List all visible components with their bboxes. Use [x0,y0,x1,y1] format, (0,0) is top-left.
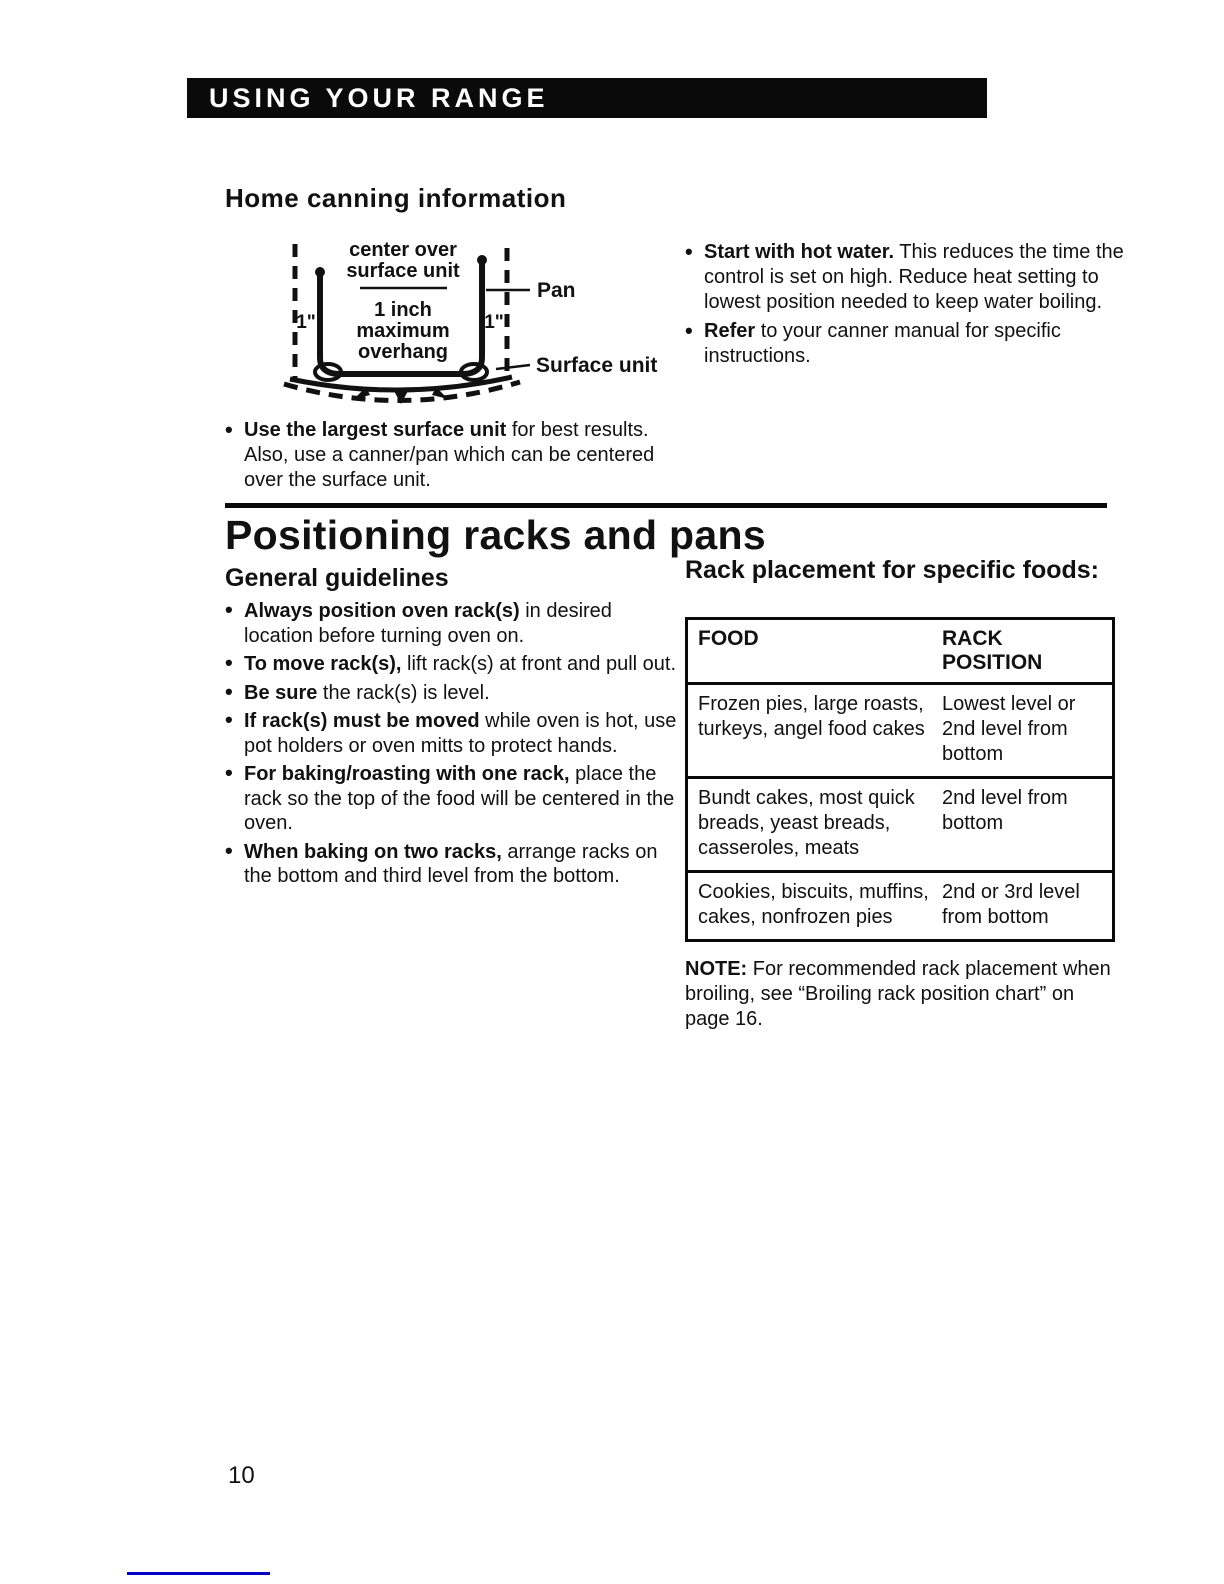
diagram-overhang-line2: maximum [356,320,450,342]
canning-right-tip-list [685,240,1125,373]
list-item [225,418,673,493]
table-row [688,685,1112,779]
tip-rest: to your canner manual for specific instructions. [704,320,1061,367]
guideline-rest: place the rack so the top of the food will be centered in the oven. [244,763,675,834]
diagram-right-inch-label: 1" [484,312,504,333]
position-cell: Lowest level or 2nd level from bottom [942,693,1076,765]
canning-diagram-svg [270,232,670,418]
list-item [225,709,680,758]
pan-left-handle-dot [315,267,325,277]
list-item [225,681,680,706]
guideline-rest: while oven is hot, use pot holders or oven mitts to protect hands. [244,710,677,757]
surface-unit-leader-line [496,365,530,369]
list-item [225,652,680,677]
tip-lead: Start with hot water. [704,241,895,263]
note-lead: NOTE: [685,958,748,980]
table-row [688,779,1112,873]
list-item [225,840,680,889]
canning-left-tip-list [225,418,673,497]
diagram-surface-unit-label: Surface unit [536,354,658,377]
tip-rest: This reduces the time the control is set on high. Reduce heat setting to lowest position needed to keep water boiling. [704,241,1124,313]
section-banner [187,78,987,118]
guideline-lead: Be sure [244,681,318,704]
diagram-pan-label: Pan [537,279,576,302]
banner-title: USING YOUR RANGE [209,82,549,113]
guideline-rest: arrange racks on the bottom and third level from the bottom. [244,840,658,887]
rack-position-table [685,617,1115,942]
diagram-center-label-line1: center over [349,239,457,261]
guideline-rest: the rack(s) is level. [317,681,490,704]
food-cell: Bundt cakes, most quick breads, yeast breads, casseroles, meats [698,787,915,859]
guideline-lead: To move rack(s), [244,653,402,675]
list-item [225,599,680,648]
diagram-overhang-line1: 1 inch [374,299,432,321]
note-rest: For recommended rack placement when broiling, see “Broiling rack position chart” on page 16. [685,958,1111,1030]
guideline-lead: For baking/roasting with one rack, [244,763,570,785]
list-item [685,319,1125,369]
position-cell: 2nd level from bottom [942,787,1068,834]
canning-diagram [270,232,670,418]
diagram-center-label-line2: surface unit [346,260,460,282]
pan-right-handle-dot [477,255,487,265]
food-cell: Cookies, biscuits, muffins, cakes, nonfrozen pies [698,881,929,928]
table-header-food: FOOD [698,627,759,650]
general-guidelines-heading: General guidelines [225,564,449,592]
table-header-row [688,620,1112,685]
guideline-rest: in desired location before turning oven on. [244,600,612,647]
table-header-rack-position: RACK POSITION [942,627,1043,674]
tip-lead: Refer [704,320,756,342]
list-item [225,762,680,836]
positioning-heading: Positioning racks and pans [225,512,766,558]
page-number: 10 [228,1462,255,1489]
list-item [685,240,1125,315]
guideline-rest: lift rack(s) at front and pull out. [401,653,677,675]
tip-rest: for best results. Also, use a canner/pan which can be centered over the surface unit. [244,419,655,491]
footer-link-line [127,1572,270,1575]
position-cell: 2nd or 3rd level from bottom [942,881,1080,928]
table-row [688,873,1112,939]
diagram-left-inch-label: 1" [296,312,316,333]
guideline-lead: When baking on two racks, [244,840,502,863]
general-guidelines-list [225,599,680,893]
guideline-lead: If rack(s) must be moved [244,710,480,732]
note-text [685,957,1121,1032]
rack-placement-heading: Rack placement for specific foods: [685,556,1100,584]
guideline-lead: Always position oven rack(s) [244,600,520,622]
section-divider-rule [225,503,1107,508]
food-cell: Frozen pies, large roasts, turkeys, angel food cakes [698,693,925,740]
canning-heading: Home canning information [225,183,567,213]
diagram-overhang-line3: overhang [357,341,449,363]
tip-lead: Use the largest surface unit [244,419,507,441]
